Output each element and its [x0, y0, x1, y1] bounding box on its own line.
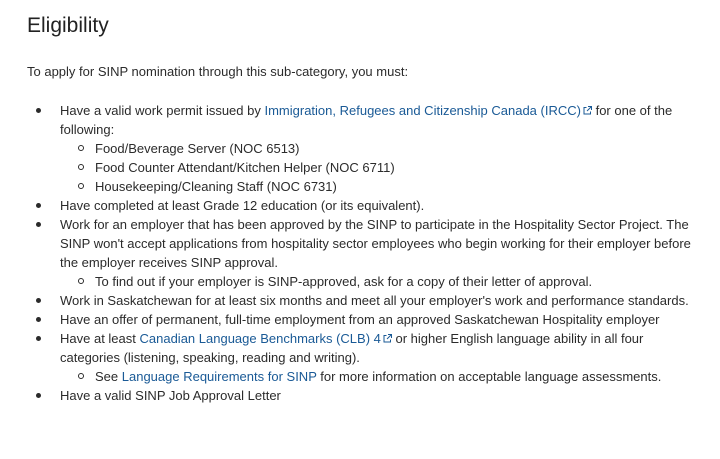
employer-sub-list	[60, 272, 700, 291]
page-title: Eligibility	[27, 14, 109, 37]
list-item-saskatchewan: Work in Saskatchewan for at least six months and meet all your employer's work and performance standards.	[60, 291, 700, 310]
intro-text: To apply for SINP nomination through this sub-category, you must:	[27, 64, 409, 79]
clb-link[interactable]: Canadian Language Benchmarks (CLB) 4	[139, 331, 381, 346]
language-sub-text-end: for more information on acceptable language assessments.	[316, 369, 662, 384]
external-link-icon	[583, 106, 592, 115]
ircc-link[interactable]: Immigration, Refugees and Citizenship Canada (IRCC)	[264, 103, 581, 118]
list-item-education: Have completed at least Grade 12 education (or its equivalent).	[60, 196, 700, 215]
list-item-employer	[60, 215, 700, 291]
work-permit-text-end: for one of the following:	[60, 103, 673, 137]
language-text: Have at least	[60, 331, 140, 346]
language-sub-list	[60, 367, 700, 386]
language-see-text: See	[95, 369, 122, 384]
language-text-end: or higher English language ability in all four categories (listening, speaking, reading and writing).	[60, 331, 644, 365]
list-item-offer: Have an offer of permanent, full-time employment from an approved Saskatchewan Hospitality employer	[60, 310, 700, 329]
list-item: To find out if your employer is SINP-approved, ask for a copy of their letter of approval.	[95, 272, 700, 291]
list-item: Housekeeping/Cleaning Staff (NOC 6731)	[95, 177, 700, 196]
language-requirements-link[interactable]: Language Requirements for SINP	[121, 369, 317, 384]
employer-text: Work for an employer that has been approved by the SINP to participate in the Hospitality Sector Project. The SINP won't accept applications from hospitality sector employees who begin working for their employer before the employer receives SINP approval.	[60, 217, 691, 270]
external-link-icon	[383, 334, 392, 343]
list-item: Food Counter Attendant/Kitchen Helper (NOC 6711)	[95, 158, 700, 177]
list-item-job-approval: Have a valid SINP Job Approval Letter	[60, 386, 700, 405]
occupation-list	[60, 139, 700, 196]
work-permit-text: Have a valid work permit issued by	[60, 103, 265, 118]
list-item: Food/Beverage Server (NOC 6513)	[95, 139, 700, 158]
requirements-list	[27, 101, 700, 405]
list-item-work-permit	[60, 101, 700, 196]
list-item-language	[60, 329, 700, 386]
list-item	[95, 367, 700, 386]
